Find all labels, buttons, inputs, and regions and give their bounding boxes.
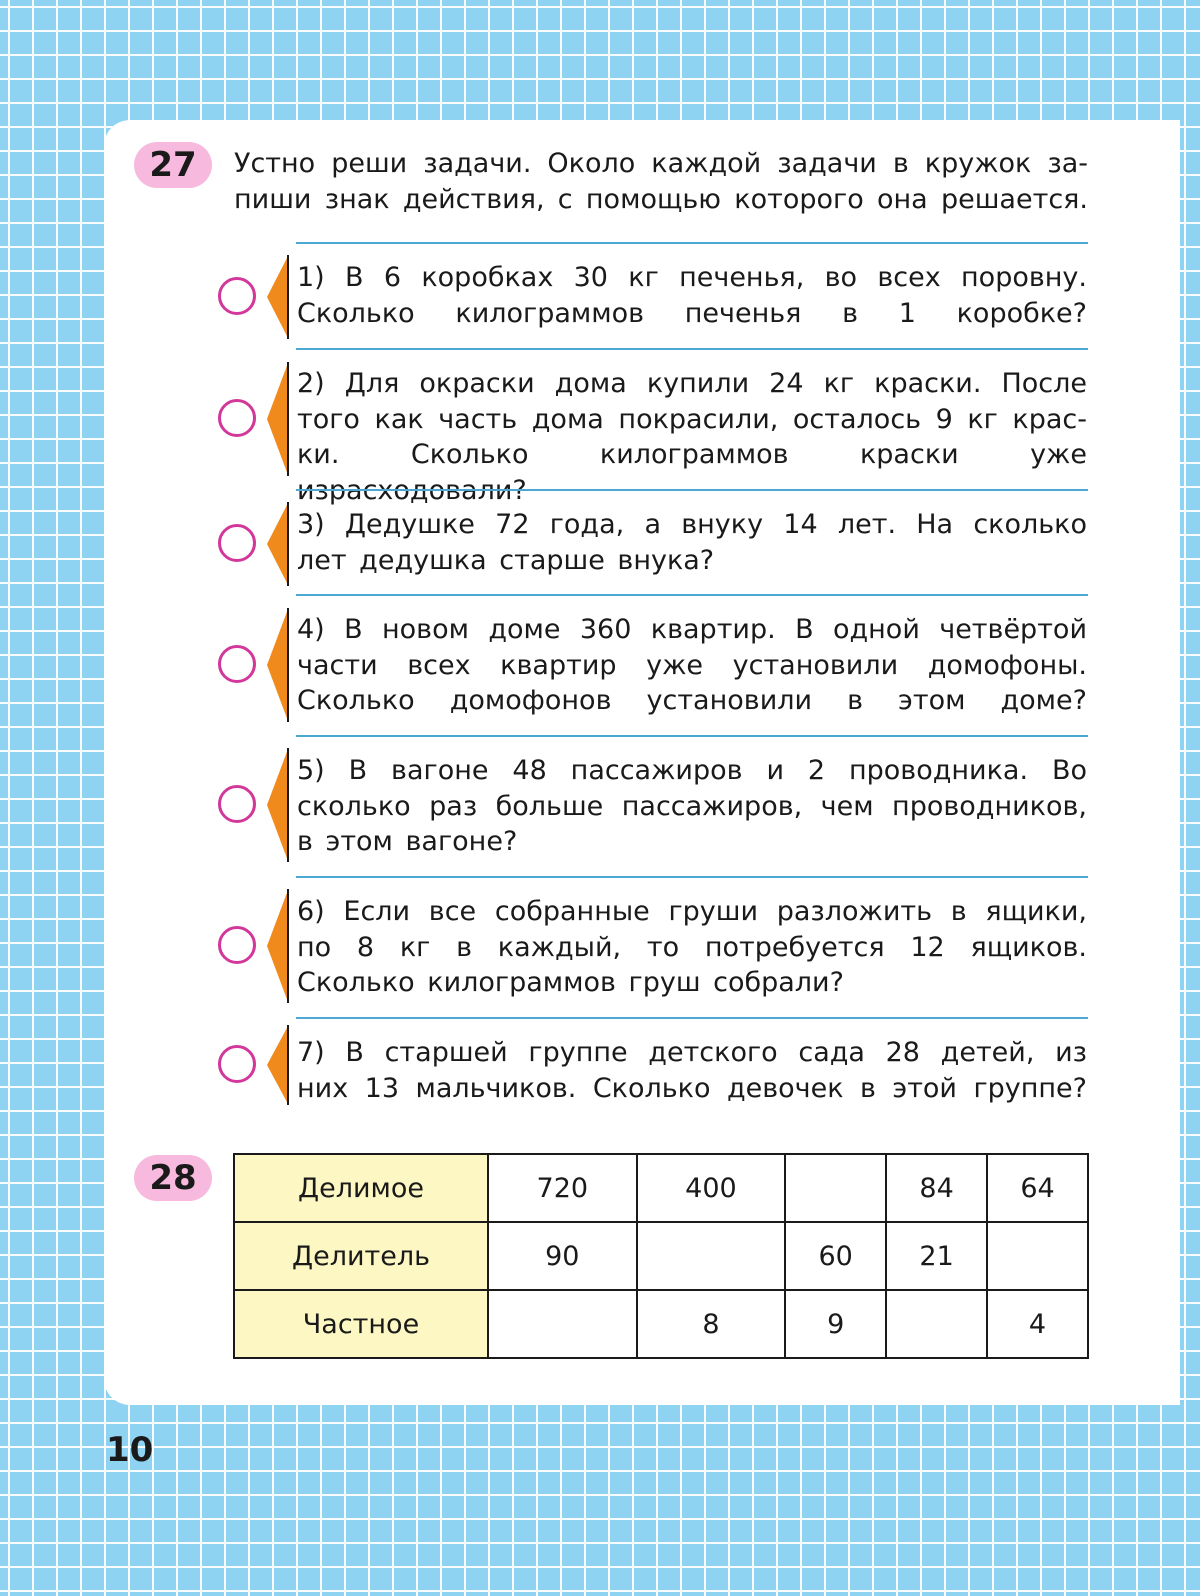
task-text-line: того как часть дома покрасили, осталось 9 кг крас- xyxy=(297,403,1087,435)
page-number: 10 xyxy=(106,1430,154,1470)
table-row xyxy=(234,1290,1088,1358)
task-text-line: части всех квартир уже установили домофоны. xyxy=(297,649,1087,681)
task-text xyxy=(297,1035,1087,1106)
circle-icon[interactable] xyxy=(218,645,256,683)
exercise-instruction xyxy=(234,146,1088,218)
circle-icon[interactable] xyxy=(218,926,256,964)
task-text-line: в этом вагоне? xyxy=(297,826,518,857)
task-text-line: Сколько килограммов груш собрали? xyxy=(297,967,844,998)
task-text-line: Сколько килограммов печенья в 1 коробке? xyxy=(297,297,1087,329)
table-cell: 8 xyxy=(637,1290,786,1358)
table-cell[interactable] xyxy=(987,1222,1088,1290)
task-divider xyxy=(296,489,1088,491)
orange-arrow-icon xyxy=(266,889,290,1003)
division-table xyxy=(233,1153,1089,1359)
orange-arrow-icon xyxy=(266,362,290,476)
task-text-line: по 8 кг в каждый, то потребуется 12 ящиков. xyxy=(297,931,1087,963)
table-cell: 720 xyxy=(488,1154,637,1222)
circle-icon[interactable] xyxy=(218,1045,256,1083)
task-text-line: 3) Дедушке 72 года, а внуку 14 лет. На сколько xyxy=(297,509,1087,540)
circle-icon[interactable] xyxy=(218,277,256,315)
circle-icon[interactable] xyxy=(218,399,256,437)
task-divider xyxy=(296,348,1088,350)
instruction-line: Устно реши задачи. Около каждой задачи в кружок за- xyxy=(234,148,1088,179)
table-cell: 9 xyxy=(785,1290,886,1358)
table-cell: 84 xyxy=(886,1154,987,1222)
table-row-label: Делимое xyxy=(234,1154,488,1222)
task-text xyxy=(297,612,1087,719)
table-cell: 400 xyxy=(637,1154,786,1222)
table-cell: 21 xyxy=(886,1222,987,1290)
task-text-line: 2) Для окраски дома купили 24 кг краски. После xyxy=(297,368,1087,399)
circle-icon[interactable] xyxy=(218,785,256,823)
table-cell: 64 xyxy=(987,1154,1088,1222)
table-row-label: Частное xyxy=(234,1290,488,1358)
orange-arrow-icon xyxy=(266,502,290,586)
table-cell[interactable] xyxy=(785,1154,886,1222)
table-cell: 4 xyxy=(987,1290,1088,1358)
task-text xyxy=(297,753,1087,860)
orange-arrow-icon xyxy=(266,608,290,722)
task-text-line: ки. Сколько килограммов краски уже израсходовали? xyxy=(297,439,1087,506)
task-text-line: 5) В вагоне 48 пассажиров и 2 проводника. Во xyxy=(297,755,1087,786)
task-text-line: 6) Если все собранные груши разложить в ящики, xyxy=(297,896,1087,927)
table-cell: 60 xyxy=(785,1222,886,1290)
task-text-line: 4) В новом доме 360 квартир. В одной четвёртой xyxy=(297,614,1087,645)
task-text-line: 1) В 6 коробках 30 кг печенья, во всех поровну. xyxy=(297,262,1087,293)
orange-arrow-icon xyxy=(266,1025,290,1105)
task-text xyxy=(297,507,1087,578)
table-row-label: Делитель xyxy=(234,1222,488,1290)
table-cell[interactable] xyxy=(488,1290,637,1358)
task-divider xyxy=(296,1017,1088,1019)
task-divider xyxy=(296,594,1088,596)
task-text-line: 7) В старшей группе детского сада 28 детей, из xyxy=(297,1037,1087,1068)
task-divider xyxy=(296,735,1088,737)
orange-arrow-icon xyxy=(266,748,290,862)
table-cell[interactable] xyxy=(637,1222,786,1290)
circle-icon[interactable] xyxy=(218,524,256,562)
task-text xyxy=(297,260,1087,331)
task-divider xyxy=(296,242,1088,244)
table-row xyxy=(234,1222,1088,1290)
task-text xyxy=(297,894,1087,1001)
task-text-line: лет дедушка старше внука? xyxy=(297,544,715,576)
table-cell[interactable] xyxy=(886,1290,987,1358)
exercise-number-badge: 27 xyxy=(134,142,212,188)
table-cell: 90 xyxy=(488,1222,637,1290)
task-text-line: сколько раз больше пассажиров, чем проводников, xyxy=(297,790,1087,822)
task-text xyxy=(297,366,1087,508)
instruction-line: пиши знак действия, с помощью которого она решается. xyxy=(234,184,1088,215)
orange-arrow-icon xyxy=(266,255,290,339)
exercise-number-badge: 28 xyxy=(134,1155,212,1201)
task-text-line: Сколько домофонов установили в этом доме? xyxy=(297,685,1087,716)
task-divider xyxy=(296,876,1088,878)
table-row xyxy=(234,1154,1088,1222)
task-text-line: них 13 мальчиков. Сколько девочек в этой группе? xyxy=(297,1072,1087,1104)
